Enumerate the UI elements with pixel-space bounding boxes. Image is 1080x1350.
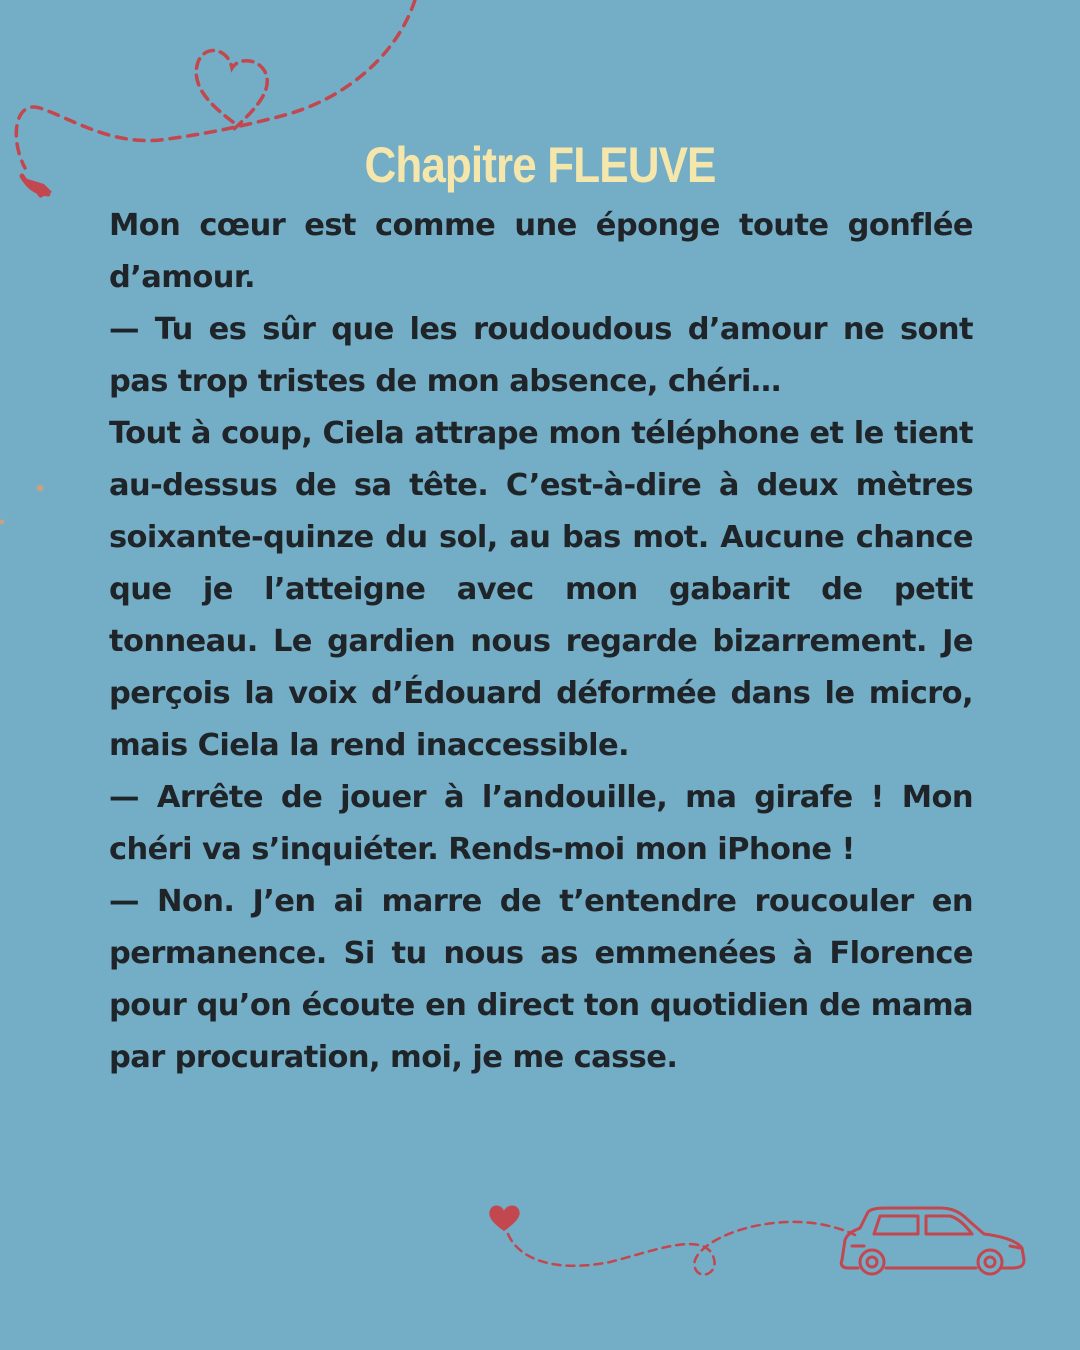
story-paragraph: — Tu es sûr que les roudoudous d’amour ne sont pas trop tristes de mon absence, chéri… <box>109 312 973 399</box>
story-paragraph: Mon cœur est comme une éponge toute gonflée d’amour. <box>109 208 973 295</box>
dot <box>0 520 5 525</box>
chapter-title: Chapitre FLEUVE <box>364 137 716 193</box>
story-paragraph: Tout à coup, Ciela attrape mon téléphone et le tient au-dessus de sa tête. C’est-à-dire à deux mètres soixante-quinze du sol, au bas mot. Aucune chance que je l’atteigne avec mon gabarit de petit tonneau. Le gardien nous regarde bizarrement. Je perçois la voix d’Édouard déformée dans le micro, mais Ciela la rend inaccessible. <box>109 416 973 763</box>
story-paragraph: — Non. J’en ai marre de t’entendre roucouler en permanence. Si tu nous as emmenées à Florence pour qu’on écoute en direct ton quotidien de mama par procuration, moi, je me casse. <box>109 884 973 1075</box>
dashed-path-bottom <box>508 1222 855 1275</box>
story-text <box>109 200 973 1084</box>
story-paragraph: — Arrête de jouer à l’andouille, ma girafe ! Mon chéri va s’inquiéter. Rends-moi mon iPhone ! <box>109 780 973 867</box>
car-icon <box>841 1208 1024 1274</box>
dot <box>37 485 44 492</box>
arrow-head-icon <box>24 178 52 198</box>
heart-icon <box>489 1206 519 1231</box>
heart-icon <box>196 51 267 130</box>
